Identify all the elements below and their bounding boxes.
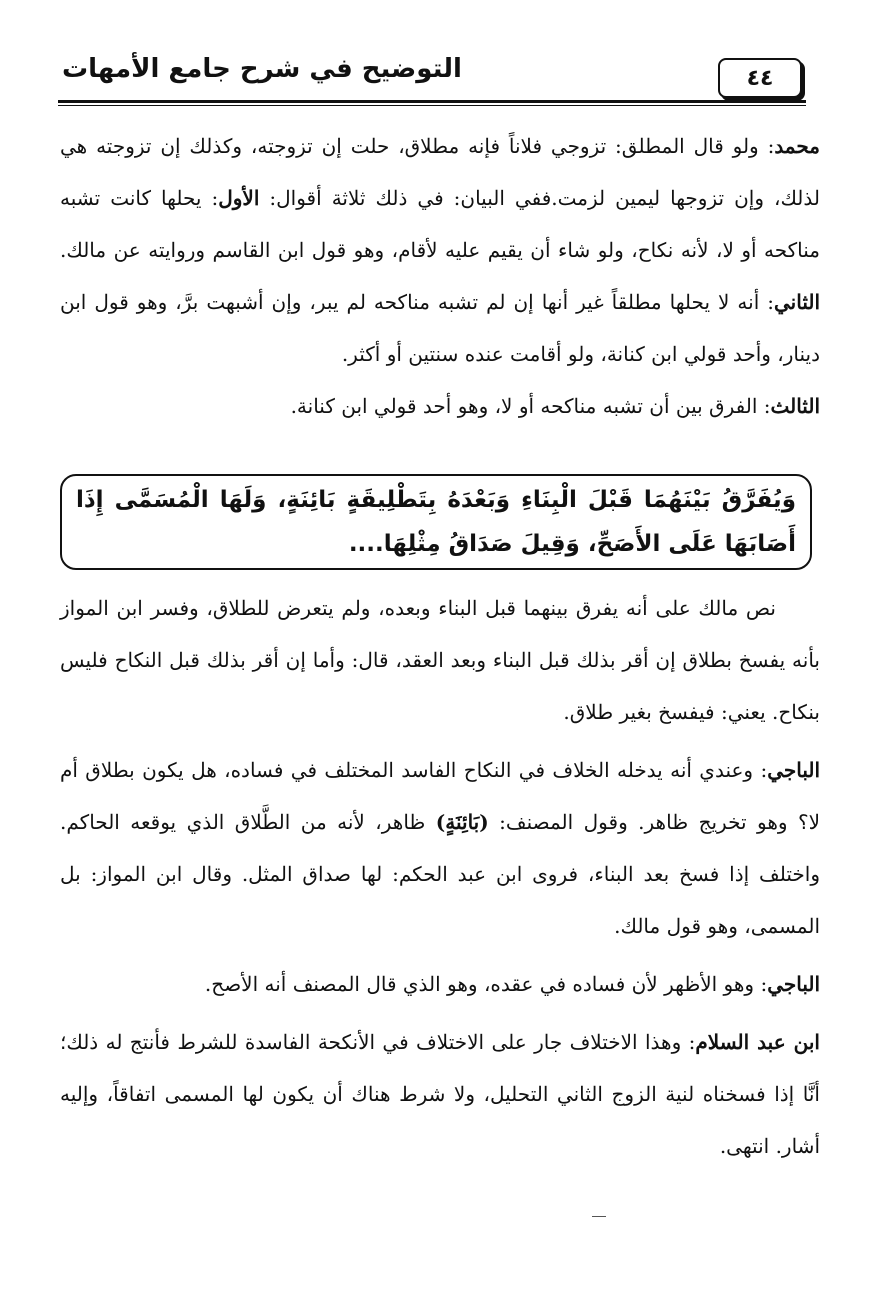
header-rule-thin — [58, 105, 806, 106]
commentary-block-2 — [60, 582, 820, 1172]
paragraph-text: : وهو الأظهر لأن فساده في عقده، وهو الذي قال المصنف أنه الأصح. — [204, 972, 768, 996]
speaker-name: محمد — [774, 134, 820, 158]
paragraph-text: : يحلها كانت تشبه مناكحه أو لا، لأنه نكاح، ولو شاء أن يقيم عليه لأقام، وهو قول ابن القاسم وروايته عن مالك. — [60, 186, 820, 262]
matn-text-box: وَيُفَرَّقُ بَيْنَهُمَا قَبْلَ الْبِنَاءِ وَبَعْدَهُ بِتَطْلِيقَةٍ بَائِنَةٍ، وَلَهَا الْمُسَمَّى إِذَا أَصَابَهَا عَلَى الأَصَحِّ، وَقِيلَ صَدَاقُ مِثْلِهَا.... — [60, 474, 812, 570]
running-title: التوضيح في شرح جامع الأمهات — [62, 54, 462, 84]
footer-mark — [592, 1216, 606, 1217]
page-number: ٤٤ — [718, 58, 802, 98]
opinion-label: الثاني — [774, 290, 821, 314]
paragraph-text: : وعندي أنه يدخله الخلاف في النكاح الفاسد المختلف في فساده، هل يكون بطلاق أم لا؟ وهو تخريج ظاهر. وقول المصنف: — [60, 758, 821, 834]
paragraph-text: : الفرق بين أن تشبه مناكحه أو لا، وهو أحد قولي ابن كنانة. — [290, 394, 771, 418]
paragraph — [60, 380, 820, 432]
paragraph — [60, 120, 820, 380]
quoted-term: (بَائِنَةٍ) — [435, 810, 489, 834]
speaker-name: الباجي — [767, 972, 820, 996]
paragraph-text: : ولو قال المطلق: تزوجي فلاناً فإنه مطلاق، حلت إن تزوجته، وكذلك إن تزوجته هي لذلك، وإن تزوجها ليمين لزمت.ففي البيان: في ذلك ثلاثة أقوال: — [60, 134, 820, 210]
opinion-label: الأول — [218, 186, 260, 210]
speaker-name: الباجي — [767, 758, 820, 782]
paragraph — [60, 1016, 820, 1172]
header-rule — [58, 100, 806, 103]
paragraph: نص مالك على أنه يفرق بينهما قبل البناء وبعده، ولم يتعرض للطلاق، وفسر ابن المواز بأنه يفسخ بطلاق إن أقر بذلك قبل البناء وبعد العقد، قال: وأما إن أقر بذلك قبل النكاح فليس بنكاح. يعني: فيفسخ بغير طلاق. — [60, 596, 820, 724]
speaker-name: ابن عبد السلام — [695, 1030, 820, 1054]
opinion-label: الثالث — [770, 394, 820, 418]
page-header — [58, 52, 820, 102]
paragraph-text: : وهذا الاختلاف جار على الاختلاف في الأنكحة الفاسدة للشرط فأنتج له ذلك؛ أنَّا إذا فسخناه لنية الزوج الثاني التحليل، ولا شرط هناك أن يكون لها المسمى اتفاقاً، وإليه أشار. انتهى. — [60, 1030, 820, 1158]
paragraph — [60, 744, 820, 952]
paragraph-text: : أنه لا يحلها مطلقاً غير أنها إن لم تشبه مناكحه لم يبر، وإن أشبهت برَّ، وهو قول ابن دينار، وأحد قولي ابن كنانة، ولو أقامت عنده سنتين أو أكثر. — [60, 290, 820, 366]
paragraph — [60, 958, 820, 1010]
paragraph-text: ظاهر، لأنه من الطَّلاق الذي يوقعه الحاكم. واختلف إذا فسخ بعد البناء، فروى ابن عبد الحكم: لها صداق المثل. وقال ابن المواز: بل المسمى، وهو قول مالك. — [60, 810, 820, 938]
commentary-block-1 — [60, 120, 820, 432]
